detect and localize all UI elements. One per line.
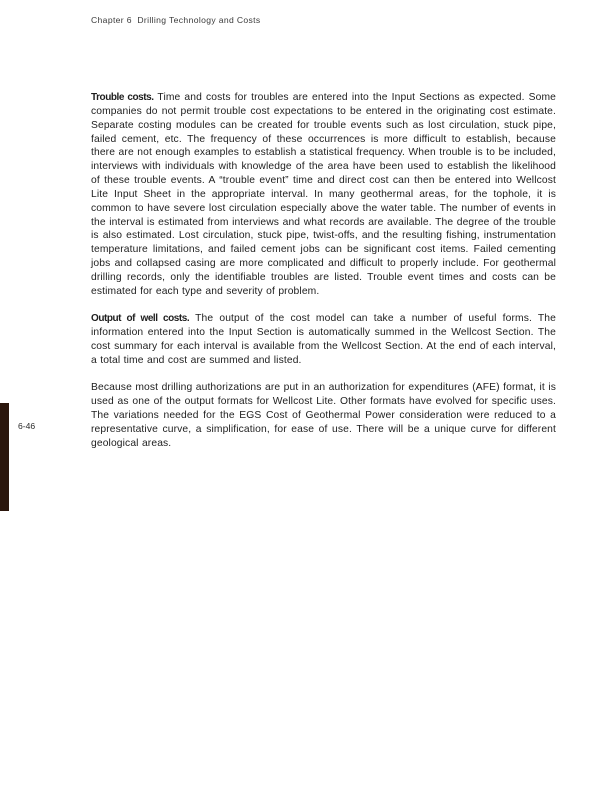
running-header: Chapter 6 Drilling Technology and Costs bbox=[91, 15, 261, 25]
paragraph-trouble-costs bbox=[91, 91, 556, 299]
paragraph-text: Time and costs for troubles are entered into the Input Sections as expected. Some companies do not permit trouble cost expectations to be entered in the originating cost estimate. Separate costing modules can be created for trouble events such as lost circulation, stuck pipe, failed cement, etc. The frequency of these occurrences is more difficult to establish, because there are not enough examples to establish a statistical frequency. When trouble is to be included, interviews with individuals with knowledge of the area have been used to establish the likelihood of these trouble events. A “trouble event” time and direct cost can then be entered into Wellcost Lite Input Sheet in the appropriate interval. In many geothermal areas, for the tophole, it is common to have severe lost circulation especially above the water table. The number of events in the interval is estimated from interviews and what records are available. The degree of the trouble is also estimated. Lost circulation, stuck pipe, twist-offs, and the resulting fishing, instrumentation temperature limitations, and failed cement jobs can be significant cost items. Failed cementing jobs and collapsed casing are more complicated and difficult to properly include. For geothermal drilling records, only the identifiable troubles are listed. Trouble event times and costs can be estimated for each type and severity of problem. bbox=[91, 92, 556, 297]
run-in-heading: Trouble costs. bbox=[91, 92, 154, 103]
body-text bbox=[91, 91, 556, 464]
paragraph-afe-format bbox=[91, 381, 556, 450]
paragraph-text: The output of the cost model can take a number of useful forms. The information entered into the Input Section is automatically summed in the Wellcost Section. The cost summary for each interval is available from the Wellcost Section. At the end of each interval, a total time and cost are summed and listed. bbox=[91, 313, 556, 366]
chapter-tab-bar bbox=[0, 403, 9, 511]
run-in-heading: Output of well costs. bbox=[91, 313, 190, 325]
paragraph-output-of-well-costs bbox=[91, 312, 556, 367]
page-number: 6-46 bbox=[18, 421, 36, 431]
paragraph-text: Because most drilling authorizations are put in an authorization for expenditures (AFE) format, it is used as one of the output formats for Wellcost Lite. Other formats have evolved for specific uses. The variations needed for the EGS Cost of Geothermal Power consideration were reduced to a representative curve, a simplification, for ease of use. There will be a unique curve for different geological areas. bbox=[91, 382, 556, 449]
